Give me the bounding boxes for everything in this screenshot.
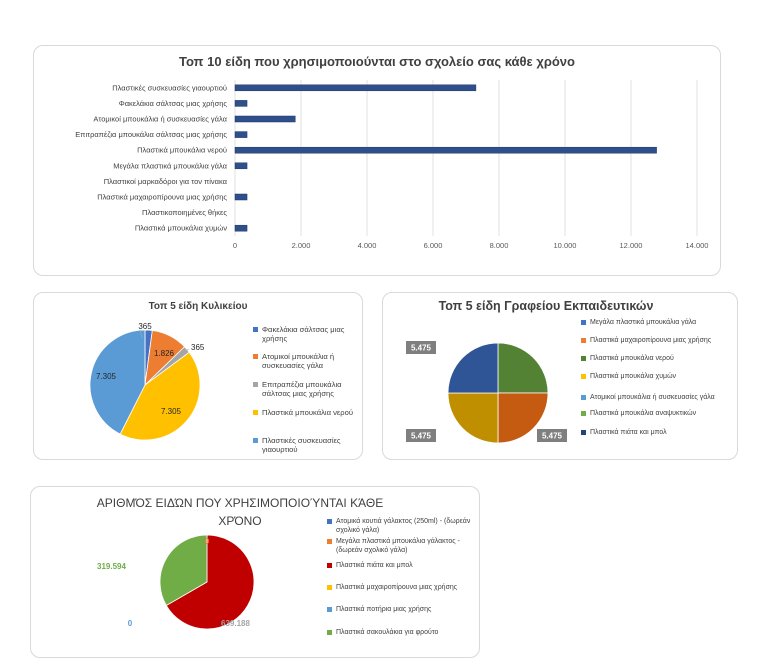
legend-swatch — [581, 320, 586, 325]
top10-chart-title: Τοπ 10 είδη που χρησιμοποιούνται στο σχολείο σας κάθε χρόνο — [179, 54, 575, 69]
legend-label: Ατομικοί μπουκάλια ή συσκευασίες γάλα — [262, 352, 335, 370]
legend-label: Ατομικά κουτιά γάλακτος (250ml) - (δωρεάν σχολικό γάλα) — [336, 518, 471, 534]
x-tick-label: 0 — [232, 241, 238, 250]
bar — [235, 225, 247, 231]
top10-bar-chart — [34, 46, 722, 277]
legend-label: Πλαστικά μπουκάλια χυμών — [590, 373, 677, 380]
pie-slice — [448, 393, 498, 443]
legend-label: Επιτραπέζια μπουκάλια σάλτσας μιας χρήσης — [262, 380, 342, 398]
office-legend — [581, 318, 736, 458]
bar — [235, 163, 247, 169]
x-tick-label: 8.000 — [489, 241, 509, 250]
data-label: 0 — [204, 537, 210, 546]
x-tick-label: 14.000 — [685, 241, 709, 250]
category-label: Φακελάκια σάλτσας μιας χρήσης — [118, 98, 227, 108]
legend-label: Πλαστικά μαχαιροπίρουνα μιας χρήσης — [590, 337, 712, 344]
bar — [235, 132, 247, 138]
bar — [235, 147, 657, 153]
legend-swatch — [327, 630, 332, 635]
category-label: Ατομικοί μπουκάλια ή συσκευασίες γάλα — [93, 114, 227, 124]
legend-swatch — [253, 410, 258, 415]
legend-swatch — [581, 356, 586, 361]
legend-swatch — [327, 563, 332, 568]
legend-label: Πλαστικά μπουκάλια αναψυκτικών — [590, 410, 697, 417]
count-chart-title-line2: ΧΡΌΝΟ — [218, 514, 262, 528]
legend-label: Πλαστικά μπουκάλια νερού — [590, 355, 674, 362]
office-chart-panel — [382, 292, 738, 460]
count-chart-panel — [30, 486, 480, 658]
x-tick-label: 4.000 — [357, 241, 377, 250]
canteen-chart-title: Τοπ 5 είδη Κυλικείου — [148, 301, 248, 312]
legend-swatch — [253, 438, 258, 443]
pie-slice — [498, 343, 548, 393]
data-label: 5.475 — [541, 431, 563, 441]
data-label: 5.475 — [410, 431, 432, 441]
x-tick-label: 10.000 — [553, 241, 577, 250]
legend-swatch — [253, 382, 258, 387]
legend-label: Φακελάκια σάλτσας μιας χρήσης — [262, 325, 345, 343]
canteen-chart-panel — [33, 292, 363, 460]
legend-label: Μεγάλα πλαστικά μπουκάλια γάλα — [590, 319, 697, 326]
data-label: 7.305 — [160, 407, 182, 416]
legend-swatch — [581, 430, 586, 435]
data-label: 639.188 — [221, 619, 250, 628]
bar — [235, 100, 247, 106]
legend-label: Πλαστικά πιάτα και μπολ — [590, 429, 667, 436]
legend-swatch — [581, 411, 586, 416]
legend-label: Πλαστικά σακουλάκια για φρούτο — [336, 629, 439, 636]
legend-label: Πλαστικές συσκευασίες γιαουρτιού — [262, 436, 341, 454]
x-tick-label: 12.000 — [619, 241, 643, 250]
legend-swatch — [327, 519, 332, 524]
bar — [235, 85, 476, 91]
legend-swatch — [327, 539, 332, 544]
canteen-legend — [253, 325, 363, 455]
category-label: Μεγάλα πλαστικά μπουκάλια γάλα — [113, 161, 227, 171]
legend-swatch — [327, 585, 332, 590]
category-label: Επιτραπέζια μπουκάλια σάλτσας μιας χρήσης — [75, 130, 227, 140]
x-tick-label: 6.000 — [423, 241, 443, 250]
data-label: 1.826 — [153, 349, 175, 358]
bar — [235, 194, 247, 200]
top10-chart-panel — [33, 45, 721, 276]
data-label: 365 — [138, 322, 152, 331]
legend-swatch — [581, 395, 586, 400]
legend-label: Πλαστικά πιάτα και μπολ — [336, 562, 413, 569]
legend-swatch — [327, 607, 332, 612]
office-chart-title: Τοπ 5 είδη Γραφείου Εκπαιδευτικών — [438, 299, 654, 313]
data-label: 5.475 — [410, 343, 432, 353]
x-tick-label: 2.000 — [291, 241, 311, 250]
data-label: 0 — [127, 619, 133, 628]
category-label: Πλαστικοί μαρκαδόροι για τον πίνακα — [103, 176, 227, 186]
pie-slice — [448, 343, 498, 393]
legend-label: Πλαστικά μαχαιροπίρουνα μιας χρήσης — [336, 584, 458, 591]
category-label: Πλαστικά μαχαιροπίρουνα μιας χρήσης — [97, 192, 227, 202]
data-label: 365 — [191, 343, 205, 352]
legend-label: Μεγάλα πλαστικά μπουκάλια γάλακτος - (δωρεάν σχολικό γάλα) — [336, 538, 460, 554]
legend-label: Ατομικοί μπουκάλια ή συσκευασίες γάλα — [590, 394, 715, 401]
category-label: Πλαστικά μπουκάλια χυμών — [134, 223, 227, 233]
category-label: Πλαστικοποιημένες θήκες — [142, 208, 227, 218]
legend-swatch — [253, 327, 258, 332]
count-legend — [327, 517, 477, 657]
count-chart-title-line1: ΑΡΙΘΜΌΣ ΕΙΔΏΝ ΠΟΥ ΧΡΗΣΙΜΟΠΟΙΟΎΝΤΑΙ ΚΆΘΕ — [96, 496, 384, 510]
legend-swatch — [581, 338, 586, 343]
legend-label: Πλαστικά ποτήρια μιας χρήσης — [336, 606, 432, 613]
legend-label: Πλαστικά μπουκάλια νερού — [262, 408, 353, 417]
legend-swatch — [253, 354, 258, 359]
legend-swatch — [581, 374, 586, 379]
bar — [235, 116, 295, 122]
category-label: Πλαστικές συσκευασίες γιαουρτιού — [112, 83, 227, 93]
data-label: 7.305 — [95, 372, 117, 381]
data-label: 319.594 — [97, 562, 126, 571]
category-label: Πλαστικά μπουκάλια νερού — [137, 145, 227, 155]
